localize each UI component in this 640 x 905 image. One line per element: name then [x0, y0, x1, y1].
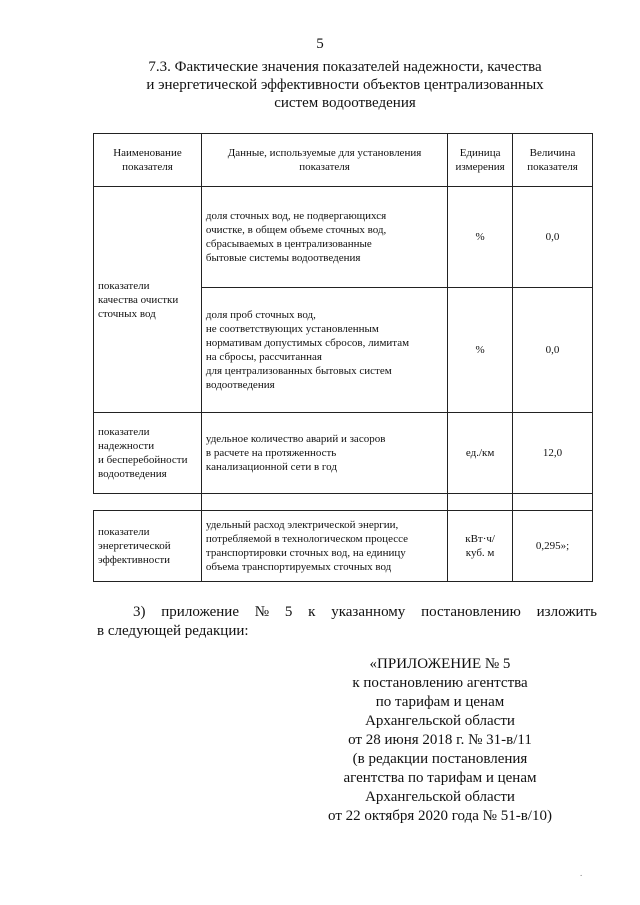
header-data: Данные, используемые для установления показателя: [201, 134, 447, 187]
header-value: Величина показателя: [513, 134, 593, 187]
indicators-table: [93, 133, 593, 582]
section-title-line: 7.3. Фактические значения показателей надежности, качества: [148, 59, 542, 75]
header-unit: Единица измерения: [448, 134, 513, 187]
appendix-line: к постановлению агентства: [352, 675, 528, 691]
table-row: [94, 413, 593, 494]
table-row: [94, 187, 593, 288]
paragraph-word: приложение: [161, 604, 239, 620]
indicator-data: доля сточных вод, не подвергающихся очистке, в общем объеме сточных вод, сбрасываемых в централизованные бытовые системы водоотведения: [201, 187, 447, 288]
indicator-unit: кВт·ч/ куб. м: [448, 511, 513, 582]
section-title: [120, 58, 570, 112]
indicator-data: доля проб сточных вод, не соответствующих установленным нормативам допустимых сбросов, лимитам на сбросы, рассчитанная для централизованных бытовых систем водоотведения: [201, 288, 447, 413]
amendment-paragraph: [97, 603, 597, 641]
appendix-line: от 22 октября 2020 года № 51-в/10): [328, 808, 552, 824]
appendix-line: агентства по тарифам и ценам: [343, 770, 537, 786]
paragraph-word: изложить: [536, 604, 597, 620]
indicator-unit: ед./км: [448, 413, 513, 494]
indicator-data: удельное количество аварий и засоров в расчете на протяженность канализационной сети в год: [201, 413, 447, 494]
section-title-line: систем водоотведения: [274, 95, 416, 111]
section-title-line: и энергетической эффективности объектов централизованных: [146, 77, 544, 93]
indicator-unit: %: [448, 288, 513, 413]
paragraph-word: №: [254, 604, 270, 620]
group-name-energy: показатели энергетической эффективности: [94, 511, 202, 582]
table-row: [94, 511, 593, 582]
appendix-line: Архангельской области: [365, 713, 515, 729]
table-header-row: [94, 134, 593, 187]
paragraph-word: 3): [133, 604, 146, 620]
group-name-reliability: показатели надежности и бесперебойности водоотведения: [94, 413, 202, 494]
appendix-line: по тарифам и ценам: [375, 694, 505, 710]
indicator-value: 0,0: [513, 187, 593, 288]
paragraph-word: указанному: [331, 604, 406, 620]
indicator-unit: %: [448, 187, 513, 288]
paragraph-word: к: [308, 604, 316, 620]
group-name-quality: показатели качества очистки сточных вод: [94, 187, 202, 413]
paragraph-line: в следующей редакции:: [97, 623, 249, 639]
appendix-line: Архангельской области: [365, 789, 515, 805]
appendix-header: [320, 655, 560, 826]
corner-mark: .: [580, 868, 583, 878]
page-number: 5: [316, 36, 324, 52]
indicator-value: 0,295»;: [513, 511, 593, 582]
header-name: Наименование показателя: [94, 134, 202, 187]
indicator-value: 12,0: [513, 413, 593, 494]
paragraph-line: [97, 603, 597, 622]
paragraph-word: постановлению: [421, 604, 521, 620]
appendix-line: «ПРИЛОЖЕНИЕ № 5: [369, 656, 511, 672]
indicator-data: удельный расход электрической энергии, потребляемой в технологическом процессе транспортировки сточных вод, на единицу объема транспортируемых сточных вод: [201, 511, 447, 582]
appendix-line: (в редакции постановления: [352, 751, 528, 767]
paragraph-word: 5: [284, 604, 293, 620]
indicator-value: 0,0: [513, 288, 593, 413]
appendix-line: от 28 июня 2018 г. № 31-в/11: [348, 732, 532, 748]
table-spacer: [94, 494, 593, 511]
